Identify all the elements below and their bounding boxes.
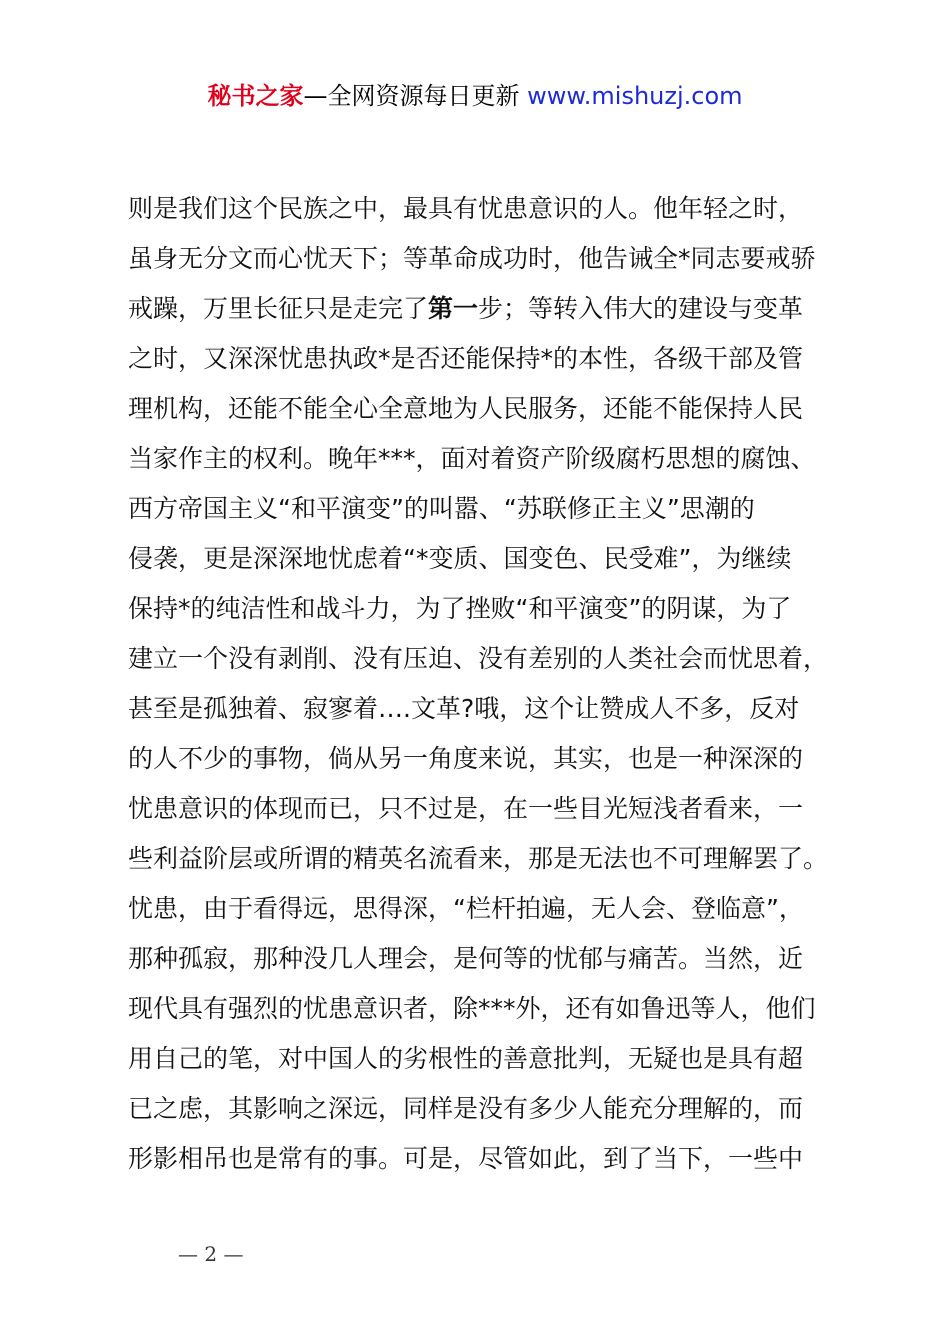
body-line: 理机构，还能不能全心全意地为人民服务，还能不能保持人民	[128, 394, 804, 423]
page-header	[0, 80, 950, 112]
document-body	[128, 184, 848, 1184]
body-line-bold-segment: 第一	[428, 294, 479, 323]
body-line: 的人不少的事物，倘从另一角度来说，其实，也是一种深深的	[128, 744, 804, 773]
body-line-segment: 戒躁，万里长征只是走完了	[128, 294, 429, 323]
body-line: 甚至是孤独着、寂寥着….文革?哦，这个让赞成人不多，反对	[128, 694, 800, 723]
body-line: 已之虑，其影响之深远，同样是没有多少人能充分理解的，而	[128, 1094, 804, 1123]
header-tagline: —全网资源每日更新	[303, 82, 528, 110]
body-line	[128, 284, 848, 334]
header-brand: 秘书之家	[207, 82, 304, 110]
body-line: 忧患意识的体现而已，只不过是，在一些目光短浅者看来，一	[128, 794, 804, 823]
body-line: 用自己的笔，对中国人的劣根性的善意批判，无疑也是具有超	[128, 1044, 804, 1073]
body-line: 忧患，由于看得远，思得深，“栏杆拍遍，无人会、登临意”，	[128, 894, 804, 923]
body-line: 建立一个没有剥削、没有压迫、没有差别的人类社会而忧思着，	[128, 644, 829, 673]
body-line: 侵袭，更是深深地忧虑着“*变质、国变色、民受难”，为继续	[128, 544, 792, 573]
body-line-segment: 步；等转入伟大的建设与变革	[478, 294, 804, 323]
body-line: 当家作主的权利。晚年***，面对着资产阶级腐朽思想的腐蚀、	[128, 444, 816, 473]
body-line: 则是我们这个民族之中，最具有忧患意识的人。他年轻之时，	[128, 194, 804, 223]
body-line: 虽身无分文而心忧天下；等革命成功时，他告诫全*同志要戒骄	[128, 244, 816, 273]
body-line: 形影相吊也是常有的事。可是，尽管如此，到了当下，一些中	[128, 1144, 804, 1173]
header-url[interactable]: www.mishuzj.com	[527, 82, 743, 110]
body-line: 些利益阶层或所谓的精英名流看来，那是无法也不可理解罢了。	[128, 844, 829, 873]
body-line: 现代具有强烈的忧患意识者，除***外，还有如鲁迅等人，他们	[128, 994, 816, 1023]
body-line: 那种孤寂，那种没几人理会，是何等的忧郁与痛苦。当然，近	[128, 944, 804, 973]
body-line: 之时，又深深忧患执政*是否还能保持*的本性，各级干部及管	[128, 344, 804, 373]
body-line: 西方帝国主义“和平演变”的叫嚣、“苏联修正主义”思潮的	[128, 494, 755, 523]
page-number: — 2 —	[178, 1242, 244, 1266]
body-line: 保持*的纯洁性和战斗力，为了挫败“和平演变”的阴谋，为了	[128, 594, 792, 623]
